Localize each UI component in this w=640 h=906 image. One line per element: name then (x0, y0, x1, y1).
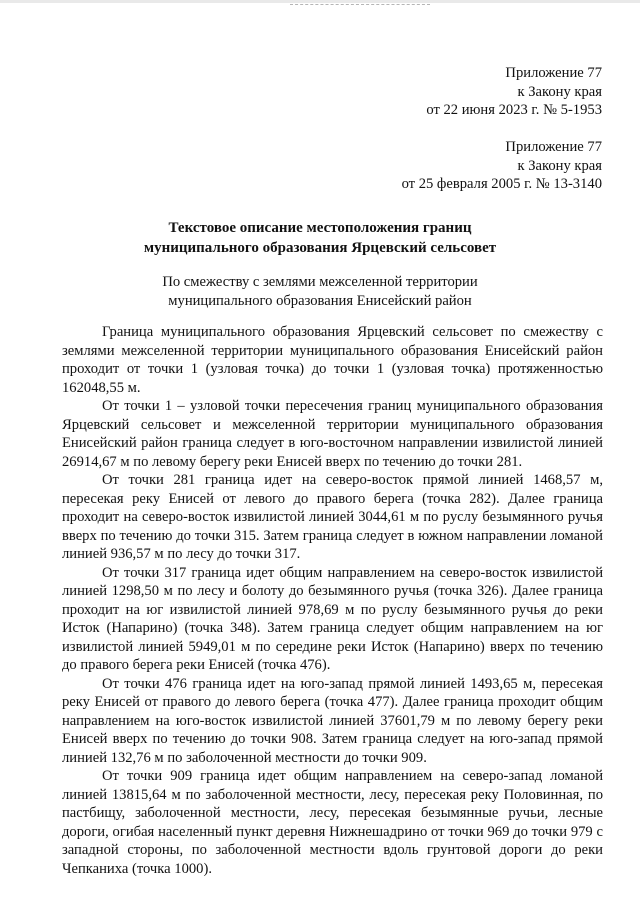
paragraph: От точки 317 граница идет общим направлением на северо-восток извилистой линией 1298,50 м по лесу и болоту до безымянного ручья (точка 326). Далее граница проходит на юг извилистой линией 978,69 м по руслу безымянного ручья до реки Исток (Напарино) (точка 348). Затем граница следует общим направлением на юг извилистой линией 5949,01 м по середине реки Исток (Напарино) вверх по течению до правого берега реки Енисей (точка 476). (62, 564, 603, 673)
paragraph: От точки 281 граница идет на северо-восток прямой линией 1468,57 м, пересекая реку Енисей от левого до правого берега (точка 282). Далее граница проходит на северо-восток извилистой линией 3044,61 м по руслу безымянного ручья вверх по течению до точки 315. Затем граница следует в южном направлении ломаной линией 936,57 м по лесу до точки 317. (62, 472, 603, 562)
paragraph: Граница муниципального образования Ярцевский сельсовет по смежеству с землями межселенной территории муниципального образования Енисейский район проходит от точки 1 (узловая точка) до точки 1 (узловая точка) протяженностью 162048,55 м. (62, 324, 603, 396)
appendix-label: Приложение 77 (505, 139, 602, 155)
paragraph: От точки 476 граница идет на юго-запад прямой линией 1493,65 м, пересекая реку Енисей от правого до левого берега (точка 477). Далее граница проходит общим направлением на юго-восток извилистой линией 37601,79 м по левому берегу реки Енисей вверх по течению до точки 908. Затем граница следует на юго-запад прямой линией 132,76 м по заболоченной местности до точки 909. (62, 675, 603, 766)
document-body (62, 323, 603, 878)
section-heading-line: По смежеству с землями межселенной территории (162, 274, 478, 290)
document-title (0, 218, 640, 258)
section-heading-line: муниципального образования Енисейский район (168, 292, 472, 309)
paragraph: От точки 1 – узловой точки пересечения границ муниципального образования Ярцевский сельсовет и межселенной территории муниципального образования Енисейский район граница следует в юго-восточном направлении извилистой линией 26914,67 м по левому берегу реки Енисей вверх по течению до точки 281. (62, 398, 603, 470)
scan-top-edge (0, 0, 640, 3)
appendix-law-date: от 25 февраля 2005 г. № 13-3140 (401, 176, 602, 192)
section-heading (0, 273, 640, 310)
appendix-header-current (426, 64, 602, 120)
paragraph: От точки 909 граница идет общим направлением на северо-запад ломаной линией 13815,64 м по заболоченной местности, лесу, пересекая реку Половинная, по пастбищу, заболоченной местности, лесу, пересекая безымянные ручьи, лесные дороги, огибая населенный пункт деревня Нижнешадрино от точки 969 до точки 979 с западной стороны, по заболоченной местности вдоль грунтовой дороги до реки Чепканиха (точка 1000). (62, 768, 603, 877)
appendix-law-date: от 22 июня 2023 г. № 5-1953 (426, 102, 602, 118)
document-title-line: Текстовое описание местоположения границ (168, 220, 472, 236)
appendix-law-ref: к Закону края (517, 157, 602, 174)
appendix-law-ref: к Закону края (517, 83, 602, 100)
document-title-line: муниципального образования Ярцевский сельсовет (143, 240, 497, 256)
appendix-label: Приложение 77 (505, 65, 602, 81)
appendix-header-original (402, 138, 602, 194)
scan-top-mark (290, 4, 430, 6)
